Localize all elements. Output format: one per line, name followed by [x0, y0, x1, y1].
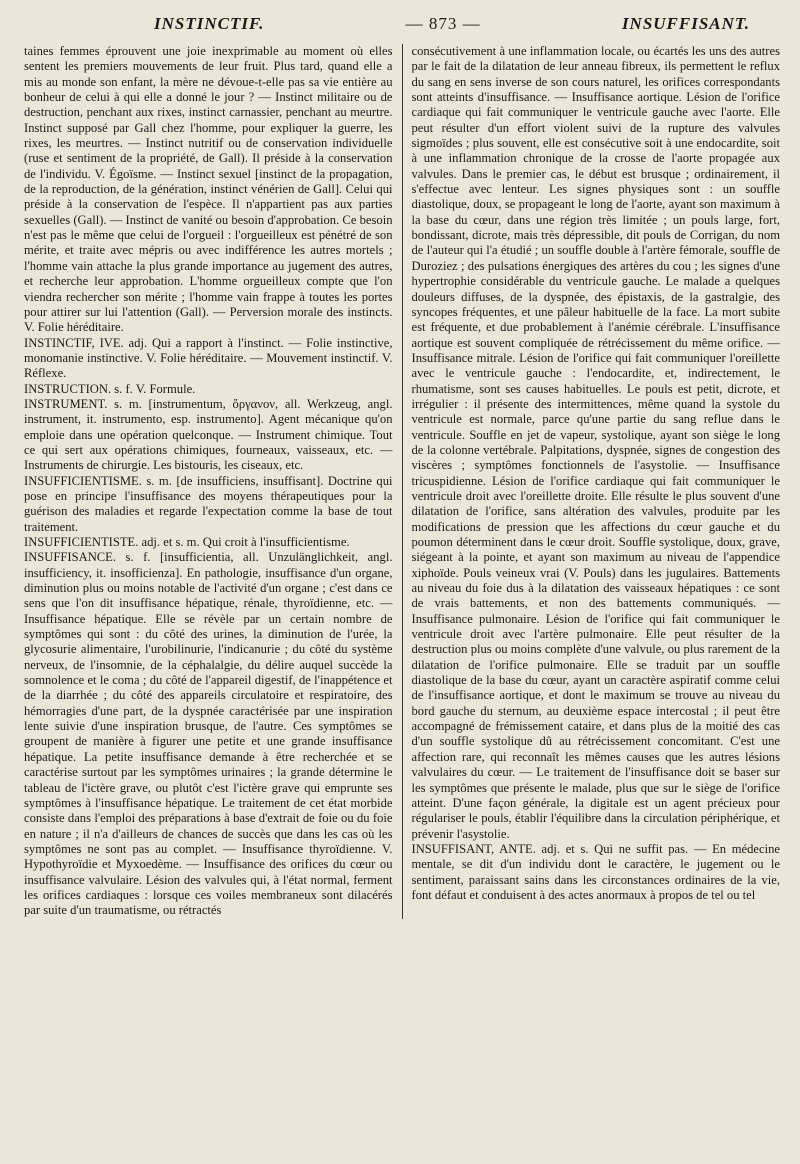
page-number: — 873 — — [405, 14, 481, 33]
right-column — [402, 44, 781, 919]
left-entry: taines femmes éprouvent une joie inexprimable au moment où elles sentent les premiers mouvements de leur fruit. Plus tard, quand elle a mis au monde son enfant, la mère ne dévoue-t-elle pas sa vie entière au bonheur de celui à qui elle a donné le jour ? — Instinct militaire ou de destruction, penchant aux rixes, instinct carnassier, penchant au meurtre. Instinct supposé par Gall chez l'homme, pour expliquer la guerre, les rixes, les meurtres. — Instinct nutritif ou de conservation individuelle (ruse et sentiment de la propriété, de Gall). Il préside à la conservation de l'individu. V. Égoïsme. — Instinct sexuel [instinct de la propagation, de la reproduction, de la génération, instinct vénérien de Gall]. Celui qui préside à la conservation de l'espèce. Il n'appartient pas aux parties sexuelles (Gall). — Instinct de vanité ou besoin d'approbation. Ce besoin n'est pas le même que celui de l'orgueil : l'orgueilleux est pénétré de son mérite, et traite avec mépris ou avec indifférence les autres mortels ; l'homme vain attache la plus grande importance au jugement des autres, et recherche leur approbation. L'homme orgueilleux compte que l'on viendra rechercher son mérite ; l'homme vain frappe à toutes les portes pour attirer sur lui l'attention (Gall). — Perversion morale des instincts. V. Folie héréditaire. — [24, 44, 393, 335]
entry-instruction: INSTRUCTION. s. f. V. Formule. — [24, 381, 196, 396]
header-left-word: INSTINCTIF. — [154, 14, 265, 33]
entry-insufficientisme: INSUFFICIENTISME. s. m. [de insufficiens, insuffisant]. Doctrine qui pose en principe l'insuffisance des moyens thérapeutiques pour la guérison des maladies et regarde l'expectation comme la base de tout traitement. — [24, 473, 393, 534]
entry-insuffisance: INSUFFISANCE. s. f. [insufficientia, all. Unzulänglichkeit, angl. insufficiency, it. insofficienza]. En pathologie, insuffisance d'un organe, diminution plus ou moins notable de l'activité d'un organe ; c'est dans ce sens que l'on dit insuffisance hépatique, rénale, thyroïdienne, etc. — Insuffisance hépatique. Elle se révèle par un certain nombre de symptômes qui sont : du côté des urines, la diminution de l'urée, la glycosurie alimentaire, l'urobilinurie, l'indicanurie ; du côté du système nerveux, de l'insomnie, de la céphalalgie, du délire auquel succède la somnolence et le coma ; du côté de l'appareil digestif, de l'inappétence et de la diarrhée ; du côté des appareils circulatoire et respiratoire, des hémorragies d'une part, de la dyspnée caractérisée par une inspiration lente suivie d'une inspiration brusque, de l'autre. Ces symptômes se groupent de manière à figurer une petite et une grande insuffisance hépatique. La petite insuffisance demande à être recherchée et se caractérise surtout par les symptômes urinaires ; la grande détermine le tableau de l'ictère grave, ou plutôt c'est l'ictère grave qui emprunte ses symptômes à l'insuffisance hépatique. Le traitement de cet état morbide consiste dans l'emploi des préparations à base d'extrait de foie ou du foie en nature ; il n'a d'ailleurs de chances de succès que dans les cas où les symptômes ne sont pas au complet. — Insuffisance thyroïdienne. V. Hypothyroïdie et Myxoedème. — Insuffisance des orifices du cœur ou insuffisance valvulaire. Lésion des valvules qui, à l'état normal, ferment les orifices cardiaques : lorsque ces voiles membraneux sont dilacérés par suite d'un traumatisme, ou rétractés — [24, 550, 393, 918]
entry-insuffisant: INSUFFISANT, ANTE. adj. et s. Qui ne suffit pas. — En médecine mentale, se dit d'un individu dont le caractère, le jugement ou le sentiment, paraissant sains dans les circonstances ordinaires de la vie, font défaut et conduisent à des actes anormaux à propos de tel ou tel — [411, 841, 780, 902]
page-header — [24, 14, 780, 44]
left-column — [24, 44, 402, 919]
text-columns — [24, 44, 780, 919]
entry-insufficientiste: INSUFFICIENTISTE. adj. et s. m. Qui croit à l'insufficientisme. — [24, 535, 350, 549]
header-right-word: INSUFFISANT. — [621, 14, 750, 33]
entry-insuffisance-continued: consécutivement à une inflammation locale, ou écartés les uns des autres par le fait de la dilatation de leur anneau fibreux, ils permettent le reflux du sang en sens inverse de son cours naturel, les orifices correspondants sont atteints d'insuffisance. — Insuffisance aortique. Lésion de l'orifice cardiaque qui fait communiquer le ventricule gauche avec l'aorte. Elle peut résulter d'un effort violent suivi de la rupture des valvules sigmoïdes ; plus souvent, elle est consécutive soit à une endocardite, soit à une inflammation chronique de la crosse de l'aorte propagée aux valvules. Dans le premier cas, le début est brusque ; ordinairement, il s'effectue avec lenteur. Les signes physiques sont : un souffle diastolique, doux, se propageant le long de l'aorte, ayant son maximum à la base du cœur, dans une région très limitée ; un pouls large, fort, bondissant, dicrote, mais très dépressible, dit pouls de Corrigan, du nom de l'auteur qui l'a étudié ; un souffle double à l'artère fémorale, souffle de Duroziez ; des pulsations énergiques des artères du cou ; les signes d'une hypertrophie considérable du ventricule gauche. Le malade a quelques douleurs diffuses, de la dyspnée, des épistaxis, de la gastralgie, des syncopes fréquentes, et une pâleur habituelle de la face. La mort subite est fréquente, et due probablement à l'anémie cérébrale. L'insuffisance aortique est souvent compliquée de rétrécissement du même orifice. — Insuffisance mitrale. Lésion de l'orifice qui fait communiquer l'oreillette avec le ventricule gauche : l'endocardite, et, indirectement, le rhumatisme, sont ses causes habituelles. Le pouls est petit, dicrote, et irrégulier : il présente des intermittences, même quand la systole du ventricule est normale, parce qu'une partie du sang reflue dans le ventricule. Souffle en jet de vapeur, systolique, ayant son siège le long de la colonne vertébrale. Palpitations, dyspnée, signes de congestion des viscères ; symptômes fonctionnels de l'asystolie. — Insuffisance tricuspidienne. Lésion de l'orifice cardiaque qui fait communiquer le ventricule droit avec l'oreillette droite. Elle résulte le plus souvent d'une dilatation de l'orifice, sans altération des valvules, produite par les modifications de pression que les affections du cœur gauche et du poumon déterminent dans le cœur droit. Souffle systolique, doux, grave, siégeant à la pointe, et ayant son maximum au niveau de l'appendice xiphoïde. Pouls veineux vrai (V. Pouls) dans les jugulaires. Battements au niveau du foie dus à la dilatation des vaisseaux hépatiques : ce sont de vrais battements, et non des battements communiqués. — Insuffisance pulmonaire. Lésion de l'orifice qui fait communiquer le ventricule droit avec l'artère pulmonaire. Elle peut résulter de la destruction plus ou moins complète d'une valvule, ou plus rarement de la dilatation de l'orifice pulmonaire. Elle se traduit par un souffle diastolique de la base du cœur, ayant un caractère aspiratif comme celui de l'insuffisance aortique, et dont le maximum se trouve au niveau du bord gauche du sternum, au deuxième espace intercostal ; il peut être accompagné de frémissement cataire, et dans plus de la moitié des cas d'un souffle systolique dû au rétrécissement concomitant. C'est une affection rare, qui reconnaît les mêmes causes que les autres lésions valvulaires du cœur. — Le traitement de l'insuffisance doit se baser sur les symptômes que présente le malade, plus que sur le siège de l'orifice atteint. D'une façon générale, la digitale est un agent précieux pour régulariser le pouls, établir l'équilibre dans la circulation périphérique, et prévenir l'asystolie. — [411, 44, 780, 841]
entry-instinctif: INSTINCTIF, IVE. adj. Qui a rapport à l'instinct. — Folie instinctive, monomanie instinctive. V. Folie héréditaire. — Mouvement instinctif. V. Réflexe. — [24, 335, 393, 381]
entry-instrument: INSTRUMENT. s. m. [instrumentum, ὄργανον, all. Werkzeug, angl. instrument, it. instrumento, esp. instrumento]. Agent mécanique qu'on emploie dans une opération quelconque. — Instrument chimique. Tout ce qui sert aux opérations chimiques, fourneaux, vaisseaux, etc. — Instruments de chirurgie. Les bistouris, les ciseaux, etc. — [24, 396, 393, 473]
